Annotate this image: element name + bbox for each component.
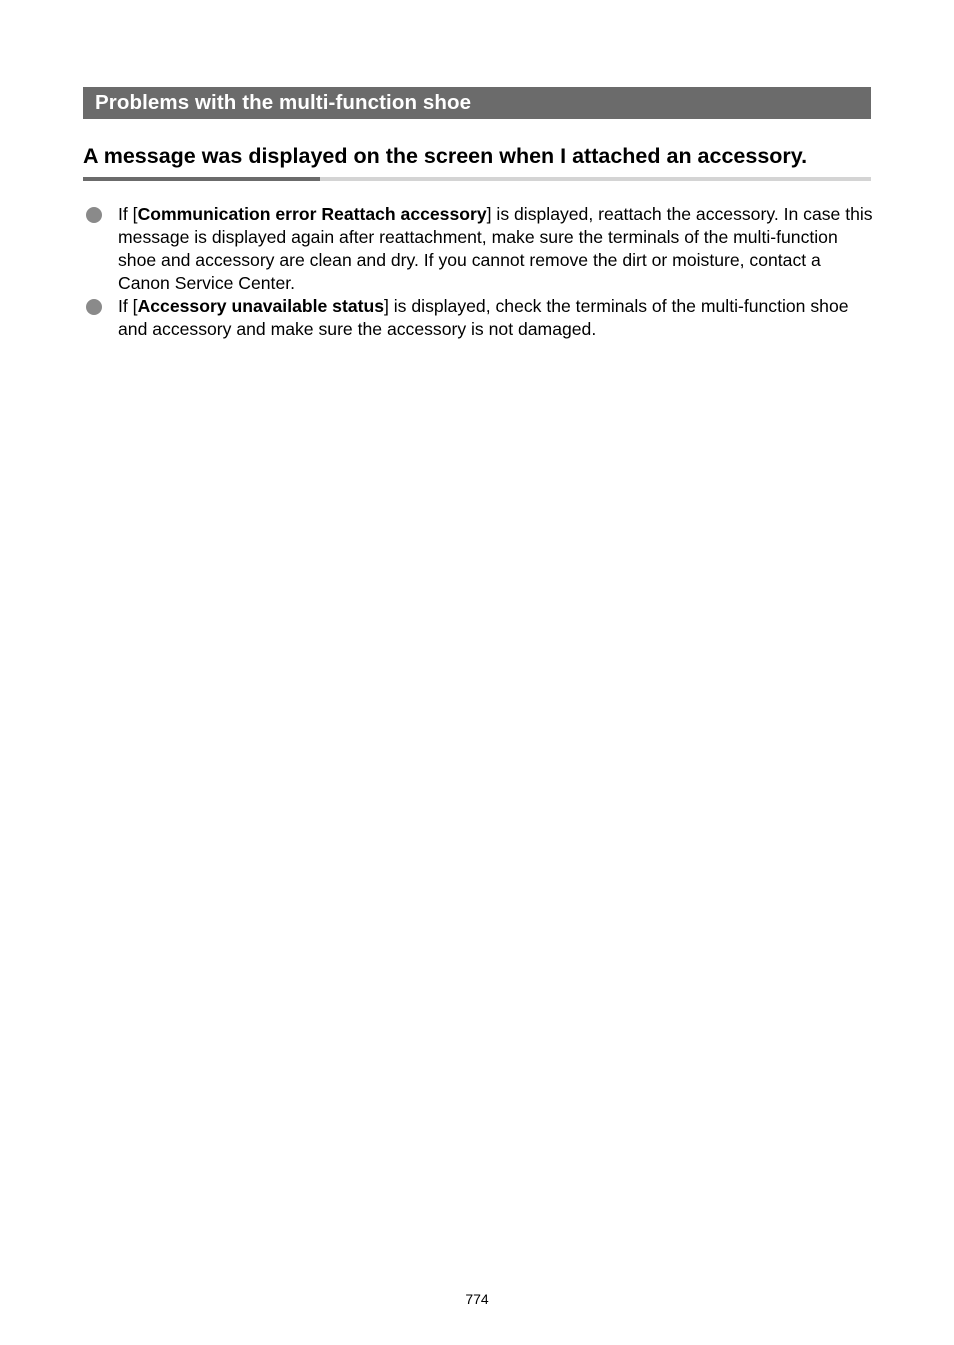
- list-item: [83, 295, 875, 341]
- page-number: 774: [465, 1291, 489, 1307]
- answer-list: [83, 203, 875, 341]
- message-name: Accessory unavailable status: [137, 296, 384, 316]
- list-item-text: If [Accessory unavailable status] is displayed, check the terminals of the multi-function shoe and accessory and make sure the accessory is not damaged.: [118, 296, 849, 339]
- section-title: Problems with the multi-function shoe: [95, 91, 472, 114]
- heading-underline-accent: [83, 177, 320, 181]
- list-item: [83, 203, 875, 295]
- bullet-icon: [86, 299, 102, 315]
- message-name: Communication error Reattach accessory: [137, 204, 487, 224]
- list-item-text: If [Communication error Reattach accessory] is displayed, reattach the accessory. In case this message is displayed again after reattachment, make sure the terminals of the multi-function shoe and accessory are clean and dry. If you cannot remove the dirt or moisture, contact a Canon Service Center.: [118, 204, 873, 293]
- bullet-icon: [86, 207, 102, 223]
- question-heading: A message was displayed on the screen when I attached an accessory.: [83, 144, 808, 168]
- section-header-bar: [83, 87, 871, 119]
